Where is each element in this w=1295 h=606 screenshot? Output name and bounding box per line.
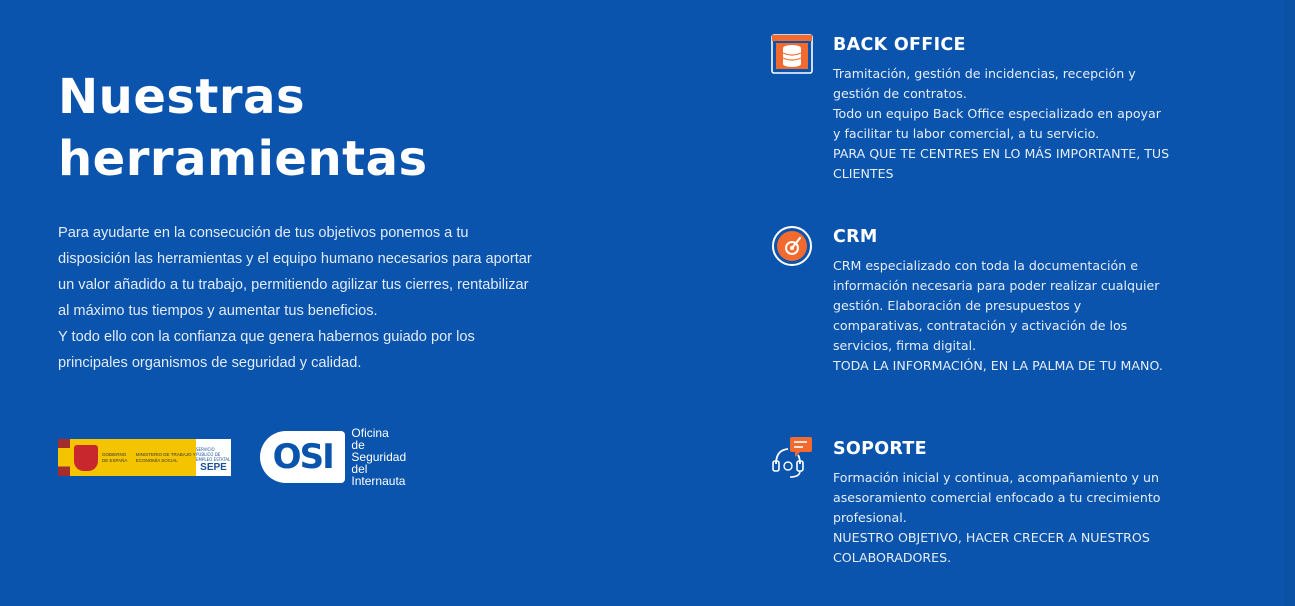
database-window-icon <box>770 32 814 76</box>
dashboard-gauge-icon <box>770 224 814 268</box>
feature-back-office <box>770 30 1170 184</box>
feature-line: NUESTRO OBJETIVO, HACER CRECER A NUESTROS COLABORADORES. <box>833 530 1150 565</box>
intro-section <box>58 66 538 376</box>
right-edge-strip <box>1285 0 1295 606</box>
coat-of-arms-icon <box>74 445 98 471</box>
feature-crm <box>770 222 1170 376</box>
osi-line-1: Oficina <box>351 426 389 440</box>
sepe-name: SEPE <box>200 462 227 473</box>
feature-line: Todo un equipo Back Office especializado en apoyar y facilitar tu labor comercial, a tu servicio. <box>833 106 1161 141</box>
feature-line: TODA LA INFORMACIÓN, EN LA PALMA DE TU MANO. <box>833 358 1163 373</box>
gobierno-label: GOBIERNO DE ESPAÑA <box>102 451 128 463</box>
feature-line: Formación inicial y continua, acompañamiento y un asesoramiento comercial enfocado a tu crecimiento profesional. <box>833 470 1161 525</box>
title-line-1: Nuestras <box>58 69 306 125</box>
osi-line-3: del Internauta <box>351 462 406 488</box>
sepe-block <box>196 439 231 476</box>
feature-line: Tramitación, gestión de incidencias, recepción y gestión de contratos. <box>833 66 1136 101</box>
osi-line-2: de Seguridad <box>351 438 407 464</box>
eu-flag-strip <box>58 439 70 476</box>
feature-title: CRM <box>833 227 878 247</box>
ministerio-label: MINISTERIO DE TRABAJO Y ECONOMÍA SOCIAL <box>135 451 196 463</box>
feature-title: SOPORTE <box>833 439 927 459</box>
feature-description <box>833 468 1170 568</box>
intro-paragraph-1: Para ayudarte en la consecución de tus objetivos ponemos a tu disposición las herramientas y el equipo humano necesarios para aportar un valor añadido a tu trabajo, permitiendo agilizar tus cierres, rentabilizar al máximo tus tiempos y aumentar tus beneficios. <box>58 225 532 319</box>
osi-text <box>351 427 416 487</box>
intro-paragraph-2: Y todo ello con la confianza que genera habernos guiado por los principales organismos de seguridad y calidad. <box>58 329 475 371</box>
feature-soporte <box>770 434 1170 568</box>
feature-description <box>833 256 1170 376</box>
page-title <box>58 66 538 190</box>
osi-mark: OSI <box>260 431 345 483</box>
feature-title: BACK OFFICE <box>833 35 966 55</box>
feature-line: CRM especializado con toda la documentación e información necesaria para poder realizar cualquier gestión. Elaboración de presupuestos y comparativas, contratación y activación de los servicios, firma digital. <box>833 258 1160 353</box>
title-line-2: herramientas <box>58 131 428 187</box>
feature-line: PARA QUE TE CENTRES EN LO MÁS IMPORTANTE, TUS CLIENTES <box>833 146 1170 181</box>
gobierno-block <box>70 439 196 476</box>
osi-logo[interactable] <box>260 426 417 488</box>
headset-chat-icon <box>770 436 814 480</box>
feature-description <box>833 64 1170 184</box>
sepe-logo[interactable] <box>58 439 231 476</box>
servicio-label: SERVICIO PÚBLICO DE EMPLEO ESTATAL <box>196 447 231 462</box>
intro-text <box>58 220 538 376</box>
